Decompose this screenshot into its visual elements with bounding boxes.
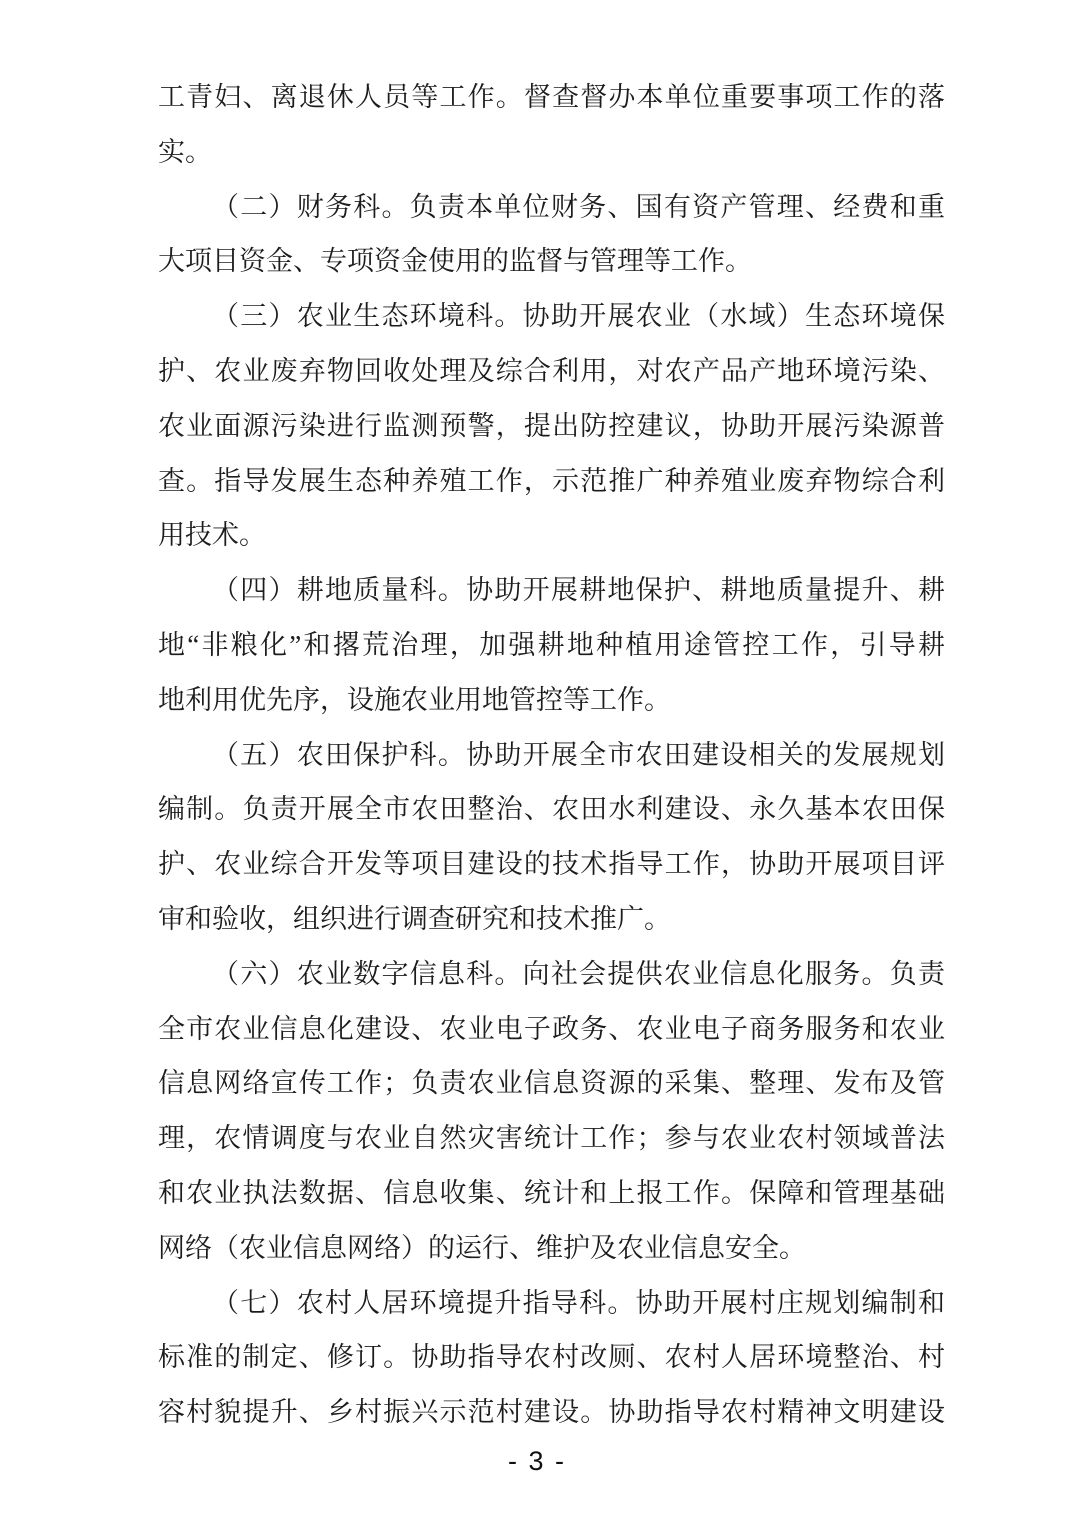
text-line: 容村貌提升、乡村振兴示范村建设。协助指导农村精神文明建设 — [158, 1397, 945, 1428]
text-line: （四）耕地质量科。协助开展耕地保护、耕地质量提升、耕 — [212, 575, 945, 606]
text-line: 信息网络宣传工作；负责农业信息资源的采集、整理、发布及管 — [158, 1068, 945, 1099]
text-line: 地利用优先序，设施农业用地管控等工作。 — [158, 684, 671, 715]
text-line: 农业面源污染进行监测预警，提出防控建议，协助开展污染源普 — [158, 410, 945, 441]
text-line: 护、农业废弃物回收处理及综合利用，对农产品产地环境污染、 — [158, 355, 945, 386]
text-line: 和农业执法数据、信息收集、统计和上报工作。保障和管理基础 — [158, 1177, 945, 1208]
text-line: 地“非粮化”和撂荒治理，加强耕地种植用途管控工作，引导耕 — [158, 629, 945, 660]
text-line: （七）农村人居环境提升指导科。协助开展村庄规划编制和 — [212, 1287, 945, 1318]
text-line: （五）农田保护科。协助开展全市农田建设相关的发展规划 — [212, 739, 945, 770]
text-line: 全市农业信息化建设、农业电子政务、农业电子商务服务和农业 — [158, 1013, 945, 1044]
text-line: 用技术。 — [158, 520, 266, 551]
text-line: 大项目资金、专项资金使用的监督与管理等工作。 — [158, 246, 752, 277]
text-line: 实。 — [158, 136, 212, 167]
document-body — [158, 70, 945, 1440]
text-line: 审和验收，组织进行调查研究和技术推广。 — [158, 903, 671, 934]
text-line: 工青妇、离退休人员等工作。督查督办本单位重要事项工作的落 — [158, 82, 945, 112]
text-line: （六）农业数字信息科。向社会提供农业信息化服务。负责 — [212, 958, 945, 989]
text-line: （二）财务科。负责本单位财务、国有资产管理、经费和重 — [212, 191, 945, 222]
text-line: 理，农情调度与农业自然灾害统计工作；参与农业农村领域普法 — [158, 1123, 945, 1154]
text-line: （三）农业生态环境科。协助开展农业（水域）生态环境保 — [212, 301, 945, 332]
text-line: 编制。负责开展全市农田整治、农田水利建设、永久基本农田保 — [158, 794, 945, 825]
text-line: 网络（农业信息网络）的运行、维护及农业信息安全。 — [158, 1232, 806, 1263]
text-line: 标准的制定、修订。协助指导农村改厕、农村人居环境整治、村 — [158, 1342, 945, 1373]
page-number: - 3 - — [507, 1446, 566, 1476]
text-line: 查。指导发展生态种养殖工作，示范推广种养殖业废弃物综合利 — [158, 465, 945, 496]
text-line: 护、农业综合开发等项目建设的技术指导工作，协助开展项目评 — [158, 849, 945, 880]
